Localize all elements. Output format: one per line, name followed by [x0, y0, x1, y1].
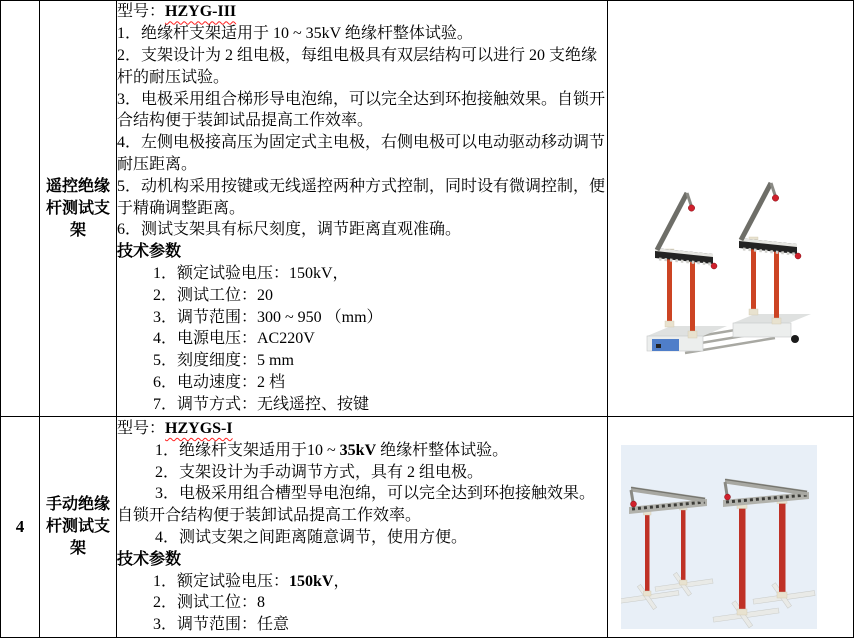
model-line [117, 418, 607, 440]
model-label: 型号： [117, 3, 166, 21]
tech-param-line: 6．电动速度：2 档 [153, 373, 286, 391]
tech-param-line: 7．调节方式：无线遥控、按键 [153, 395, 370, 413]
product-name: 手动绝缘杆测试支架 [45, 496, 110, 557]
row-number-cell [1, 417, 40, 638]
product-description-cell [117, 417, 608, 638]
tech-param-line [117, 571, 607, 593]
product-description-cell [117, 1, 608, 417]
row-number: 4 [15, 517, 25, 536]
tech-param-line: 4．电源电压：AC220V [153, 330, 315, 348]
spec-line: 5．动机构采用按键或无线遥控两种方式控制，同时设有微调控制，便于精确调整距离。 [117, 177, 606, 217]
spec-line: 2．支架设计为手动调节方式，具有 2 组电极。 [155, 463, 484, 481]
tech-param-line: 3．调节范围：任意 [153, 616, 290, 634]
spec-line: 3．电极采用组合梯形导电泡绵，可以完全达到环抱接触效果。自锁开合结构便于装卸试品提高工作效率。 [117, 90, 606, 130]
spec-segment: ， [333, 572, 350, 590]
spec-line: 1．绝缘杆支架适用于 10 ~ 35kV 绝缘杆整体试验。 [117, 25, 473, 43]
spec-line: 3．电极采用组合槽型导电泡绵，可以完全达到环抱接触效果。自锁开合结构便于装卸试品提高工作效率。 [117, 485, 596, 525]
spec-line [117, 440, 607, 462]
table-row [1, 417, 854, 638]
spec-line: 6．测试支架具有标尺刻度，调节距离直观准确。 [117, 221, 462, 239]
product-photo-cell [608, 417, 854, 638]
spec-segment-bold: 35kV [339, 441, 377, 459]
product-name-cell [40, 417, 117, 638]
tech-param-line: 2．测试工位：20 [153, 286, 274, 304]
tech-param-line: 5．刻度细度：5 mm [153, 352, 294, 370]
model-code: HZYGS-I [165, 420, 233, 438]
product-photo-manual-stand [621, 445, 817, 629]
table-row [1, 1, 854, 417]
tech-param-line: 1．额定试验电压：150kV， [153, 264, 349, 282]
spec-segment-bold: 150kV [289, 572, 334, 590]
tech-params-title: 技术参数 [117, 550, 182, 568]
spec-segment: 绝缘杆整体试验。 [376, 441, 509, 459]
spec-segment: 1．绝缘杆支架适用于10 ~ [155, 441, 340, 459]
product-photo-remote-stand [641, 153, 816, 368]
model-line [117, 1, 607, 23]
tech-params-title: 技术参数 [117, 243, 182, 261]
spec-segment: 1．额定试验电压： [153, 572, 290, 590]
product-name-cell [40, 1, 117, 417]
model-code: HZYG-III [165, 3, 237, 21]
tech-param-line: 3．调节范围：300 ~ 950 （mm） [153, 308, 383, 326]
product-photo-cell [608, 1, 854, 417]
spec-line: 2．支架设计为 2 组电极，每组电极具有双层结构可以进行 20 支绝缘杆的耐压试验。 [117, 47, 598, 86]
row-number-cell [1, 1, 40, 417]
spec-line: 4．测试支架之间距离随意调节，使用方便。 [155, 529, 468, 546]
model-label: 型号： [117, 420, 166, 438]
electrode-arms [655, 183, 801, 269]
product-name: 遥控绝缘杆测试支架 [45, 177, 110, 239]
spec-line: 4．左侧电极接高压为固定式主电极，右侧电极可以电动驱动移动调节耐压距离。 [117, 134, 606, 173]
tech-param-line: 2．测试工位：8 [153, 594, 266, 612]
